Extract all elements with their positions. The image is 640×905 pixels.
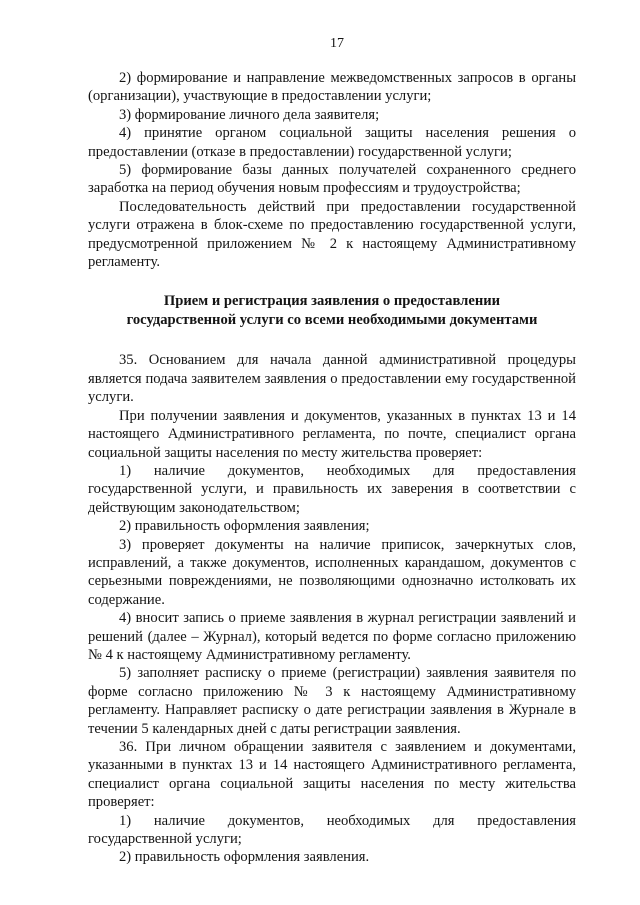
check-item-4: 4) вносит запись о приеме заявления в журнал регистрации заявлений и решений (далее – Журнал), который ведется по форме согласно приложению № 4 к настоящему Административному регламенту. bbox=[88, 610, 576, 663]
section-heading bbox=[88, 292, 576, 330]
check-item-3: 3) проверяет документы на наличие приписок, зачеркнутых слов, исправлений, а также документов, исполненных карандашом, документов с серьезными повреждениями, не позволяющими однозначно истолковать их содержание. bbox=[88, 536, 576, 608]
page-number: 17 bbox=[330, 36, 344, 51]
paragraph-mail-check: При получении заявления и документов, указанных в пунктах 13 и 14 настоящего Административного регламента, по почте, специалист органа социальной защиты населения по месту жительства проверяет: bbox=[88, 407, 576, 461]
list-item-4: 4) принятие органом социальной защиты населения решения о предоставлении (отказе в предоставлении) государственной услуги; bbox=[88, 125, 576, 160]
paragraph-36: 36. При личном обращении заявителя с заявлением и документами, указанными в пунктах 13 и 14 настоящего Административного регламента, специалист органа социальной защиты населения по месту жительства проверяет: bbox=[88, 739, 576, 811]
list-item-5: 5) формирование базы данных получателей сохраненного среднего заработка на период обучения новым профессиям и трудоустройства; bbox=[88, 162, 576, 197]
sequence-paragraph: Последовательность действий при предоставлении государственной услуги отражена в блок-схеме по предоставлению государственной услуги, предусмотренной приложением № 2 к настоящему Административному регламенту. bbox=[88, 198, 576, 271]
section-heading-line-2: государственной услуги со всеми необходимыми документами bbox=[126, 312, 538, 329]
personal-check-item-2: 2) правильность оформления заявления. bbox=[119, 849, 370, 866]
list-item-2: 2) формирование и направление межведомственных запросов в органы (организации), участвующие в предоставлении услуги; bbox=[88, 70, 576, 105]
check-item-1: 1) наличие документов, необходимых для предоставления государственной услуги, и правильность их заверения в соответствии с действующим законодательством; bbox=[88, 462, 576, 516]
check-item-5: 5) заполняет расписку о приеме (регистрации) заявления заявителя по форме согласно приложению № 3 к настоящему Административному регламенту. Направляет расписку о дате регистрации заявления в Журнале в течении 5 календарных дней с даты регистрации заявления. bbox=[88, 665, 576, 737]
check-item-2: 2) правильность оформления заявления; bbox=[119, 518, 370, 535]
personal-check-item-1: 1) наличие документов, необходимых для предоставления государственной услуги; bbox=[88, 812, 576, 848]
paragraph-35: 35. Основанием для начала данной административной процедуры является подача заявителем заявления о предоставлении ему государственной услуги. bbox=[88, 352, 576, 406]
section-heading-line-1: Прием и регистрация заявления о предоставлении bbox=[163, 293, 501, 310]
document-page bbox=[88, 36, 576, 867]
list-item-3: 3) формирование личного дела заявителя; bbox=[119, 106, 380, 123]
